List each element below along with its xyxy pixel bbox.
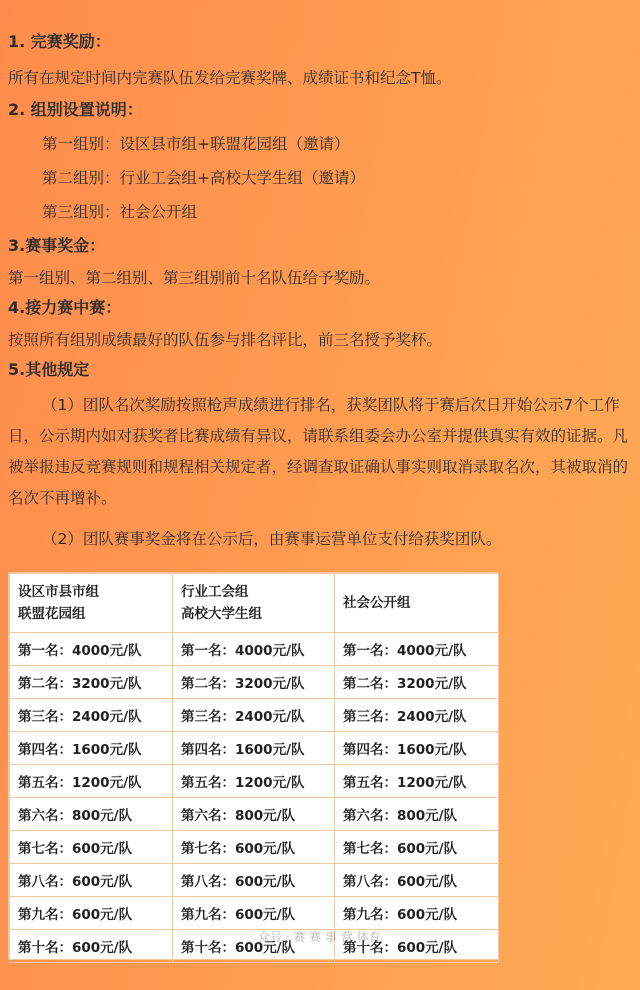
table-cell: 第九名：600元/队 xyxy=(10,897,173,930)
table-cell: 第六名：800元/队 xyxy=(335,798,499,831)
table-cell: 第三名：2400元/队 xyxy=(10,699,173,732)
section-4-heading: 4.接力赛中赛： xyxy=(8,298,122,317)
table-cell: 第一名：4000元/队 xyxy=(10,633,173,666)
table-row xyxy=(10,666,499,699)
table-cell: 第十名：600元/队 xyxy=(173,930,335,963)
group-2-text: 第二组别：行业工会组+高校大学生组（邀请） xyxy=(42,169,365,187)
group-3-text: 第三组别：社会公开组 xyxy=(42,203,198,221)
table-cell: 第五名：1200元/队 xyxy=(173,765,335,798)
table-cell: 第七名：600元/队 xyxy=(10,831,173,864)
table-cell: 第二名：3200元/队 xyxy=(173,666,335,699)
table-row xyxy=(10,765,499,798)
table-cell: 第九名：600元/队 xyxy=(335,897,499,930)
table-cell: 第九名：600元/队 xyxy=(173,897,335,930)
table-cell: 第六名：800元/队 xyxy=(173,798,335,831)
header-line: 联盟花园组 xyxy=(18,606,86,622)
header-line: 行业工会组 xyxy=(181,584,249,600)
table-cell: 第七名：600元/队 xyxy=(335,831,499,864)
table-row xyxy=(10,732,499,765)
table-cell: 第二名：3200元/队 xyxy=(335,666,499,699)
section-2-heading: 2. 组别设置说明： xyxy=(8,100,143,119)
table-row xyxy=(10,897,499,930)
header-cell-group-2 xyxy=(173,574,335,633)
table-cell: 第一名：4000元/队 xyxy=(335,633,499,666)
table-header-row xyxy=(10,574,499,633)
table-cell: 第十名：600元/队 xyxy=(10,930,173,963)
table-cell: 第四名：1600元/队 xyxy=(173,732,335,765)
table-cell: 第一名：4000元/队 xyxy=(173,633,335,666)
table-cell: 第三名：2400元/队 xyxy=(335,699,499,732)
table-row xyxy=(10,864,499,897)
rule-2-text: （2）团队赛事奖金将在公示后，由赛事运营单位支付给获奖团队。 xyxy=(42,530,502,548)
section-1-heading: 1. 完赛奖励： xyxy=(8,32,111,51)
header-line: 高校大学生组 xyxy=(181,606,262,622)
table-cell: 第四名：1600元/队 xyxy=(335,732,499,765)
header-line: 设区市县市组 xyxy=(18,584,99,600)
table-row xyxy=(10,831,499,864)
section-1-text: 所有在规定时间内完赛队伍发给完赛奖牌、成绩证书和纪念T恤。 xyxy=(8,69,452,87)
table-cell: 第七名：600元/队 xyxy=(173,831,335,864)
table-cell: 第八名：600元/队 xyxy=(173,864,335,897)
table-row xyxy=(10,930,499,963)
header-cell-group-3 xyxy=(335,574,499,633)
rule-1-text: （1）团队名次奖励按照枪声成绩进行排名，获奖团队将于赛后次日开始公示7个工作日，公示期内如对获奖者比赛成绩有异议，请联系组委会办公室并提供真实有效的证据。凡被举报违反竞赛规则和规程相关规定者，经调查取证确认事实则取消录取名次，其被取消的名次不再增补。 xyxy=(8,396,629,507)
table-cell: 第五名：1200元/队 xyxy=(10,765,173,798)
table-cell: 第十名：600元/队 xyxy=(335,930,499,963)
table-cell: 第五名：1200元/队 xyxy=(335,765,499,798)
table-row xyxy=(10,699,499,732)
section-5-heading: 5.其他规定 xyxy=(8,360,90,379)
table-cell: 第八名：600元/队 xyxy=(335,864,499,897)
header-line: 社会公开组 xyxy=(343,595,411,611)
table-cell: 第八名：600元/队 xyxy=(10,864,173,897)
section-3-text: 第一组别、第二组别、第三组别前十名队伍给予奖励。 xyxy=(8,269,381,287)
section-3-heading: 3.赛事奖金： xyxy=(8,236,106,255)
prize-table xyxy=(8,572,499,960)
group-1-text: 第一组别：设区县市组+联盟花园组（邀请） xyxy=(42,135,350,153)
table-row xyxy=(10,798,499,831)
watermark: 众号 · 赛 赛 事 营 体育 xyxy=(258,930,381,944)
header-cell-group-1 xyxy=(10,574,173,633)
table-cell: 第四名：1600元/队 xyxy=(10,732,173,765)
table-cell: 第二名：3200元/队 xyxy=(10,666,173,699)
section-4-text: 按照所有组别成绩最好的队伍参与排名评比，前三名授予奖杯。 xyxy=(8,331,443,349)
table-cell: 第三名：2400元/队 xyxy=(173,699,335,732)
table-cell: 第六名：800元/队 xyxy=(10,798,173,831)
table-row xyxy=(10,633,499,666)
